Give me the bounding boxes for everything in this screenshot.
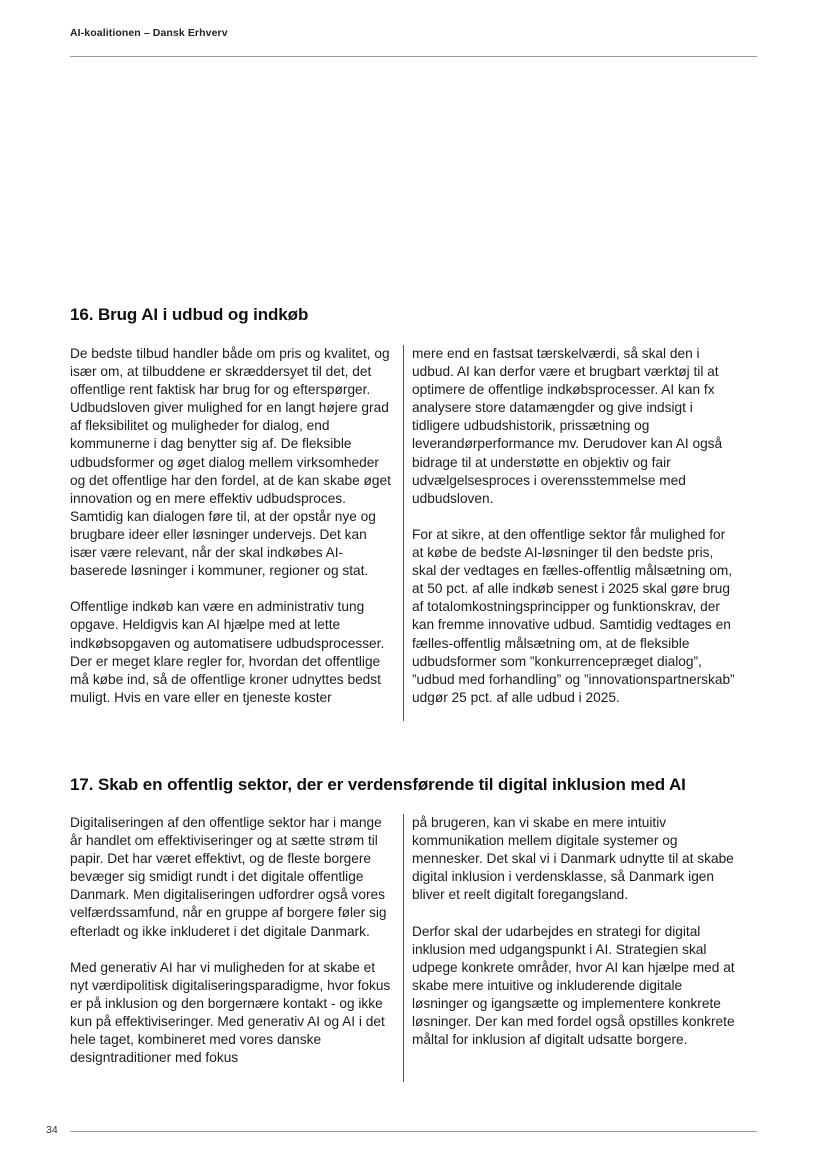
section-16-column-divider <box>403 345 404 721</box>
section-17-paragraph-1: Digitaliseringen af den offentlige sektor har i mange år handlet om effektiviseringer og at sætte strøm til papir. Det har været effektivt, og de fleste borgere bevæger sig smidigt rundt i det digitale offentlige Danmark. Men digitaliseringen udfordrer også vores velfærdssamfund, når en gruppe af borgere føler sig efterladt og ikke inkluderet i det digitale Danmark. <box>70 815 387 939</box>
section-16-paragraph-3: mere end en fastsat tærskelværdi, så skal den i udbud. AI kan derfor være et brugbart værktøj til at optimere de offentlige indkøbsprocesser. AI kan fx analysere store datamængder og give indsigt i tidligere udbudshistorik, prissætning og leverandørperformance mv. Derudover kan AI også bidrage til at understøtte en objektiv og fair udvælgelsesproces i overensstemmelse med udbudsloven. <box>412 346 723 506</box>
section-17-paragraph-3: på brugeren, kan vi skabe en mere intuitiv kommunikation mellem digitale systemer og mennesker. Det skal vi i Danmark udnytte til at skabe digital inklusion i verdensklasse, så Danmark igen bliver et reelt digitalt foregangsland. <box>412 815 734 903</box>
running-title: AI-koalitionen – Dansk Erhverv <box>70 27 228 39</box>
section-16-paragraph-1: De bedste tilbud handler både om pris og kvalitet, og især om, at tilbuddene er skræddersyet til det, det offentlige rent faktisk har brug for og efterspørger. Udbudsloven giver mulighed for en langt højere grad af fleksibilitet og muligheder for dialog, end kommunerne i dag benytter sig af. De fleksible udbudsformer og øget dialog mellem virksomheder og det offentlige har den fordel, at de kan skabe øget innovation og en mere effektiv udbudsproces. Samtidig kan dialogen føre til, at der opstår nye og brugbare ideer eller løsninger undervejs. Det kan især være relevant, når der skal indkøbes AI-baserede løsninger i kommuner, regioner og stat. <box>70 346 391 579</box>
section-17-column-divider <box>403 814 404 1082</box>
section-17-paragraph-2: Med generativ AI har vi muligheden for at skabe et nyt værdipolitisk digitaliseringsparadigme, hvor fokus er på inklusion og den borgernære kontakt - og ikke kun på effektiviseringer. Med generativ AI og AI i det hele taget, kombineret med vores danske designtraditioner med fokus <box>70 959 391 1066</box>
footer-rule <box>70 1131 757 1132</box>
section-16-paragraph-2: Offentlige indkøb kan være en administrativ tung opgave. Heldigvis kan AI hjælpe med at lette indkøbsopgaven og automatisere udbudsprocesser. Der er meget klare regler for, hvordan det offentlige må købe ind, så de offentlige kroner udnyttes bedst muligt. Hvis en vare eller en tjeneste koster <box>70 599 385 705</box>
header-rule <box>70 56 757 57</box>
section-16-right-column <box>412 345 738 707</box>
section-17-left-column <box>70 814 396 1067</box>
section-16-title: 16. Brug AI i udbud og indkøb <box>70 305 309 324</box>
page-footer <box>46 1124 757 1138</box>
page-number: 34 <box>46 1124 58 1136</box>
section-16-paragraph-4: For at sikre, at den offentlige sektor får mulighed for at købe de bedste AI-løsninger til den bedste pris, skal der vedtages en fælles-offentlig målsætning om, at 50 pct. af alle indkøb senest i 2025 skal gøre brug af totalomkostningsprincipper og funktionskrav, der kan fremme innovative udbud. Samtidig vedtages en fælles-offentlig målsætning om, at de fleksible udbudsformer som ”konkurrencepræget dialog”, ”udbud med forhandling” og ”innovationspartnerskab” udgør 25 pct. af alle udbud i 2025. <box>412 526 735 705</box>
section-17-paragraph-4: Derfor skal der udarbejdes en strategi for digital inklusion med udgangspunkt i AI. Strategien skal udpege konkrete områder, hvor AI kan hjælpe med at skabe mere intuitive og inkluderende digitale løsninger og igangsætte og implementere konkrete løsninger. Der kan med fordel også opstilles konkrete måltal for inklusion af digitalt udsatte borgere. <box>412 923 735 1048</box>
section-17-title: 17. Skab en offentlig sektor, der er verdensførende til digital inklusion med AI <box>70 775 686 794</box>
section-16-left-column <box>70 345 396 707</box>
section-17-right-column <box>412 814 738 1049</box>
